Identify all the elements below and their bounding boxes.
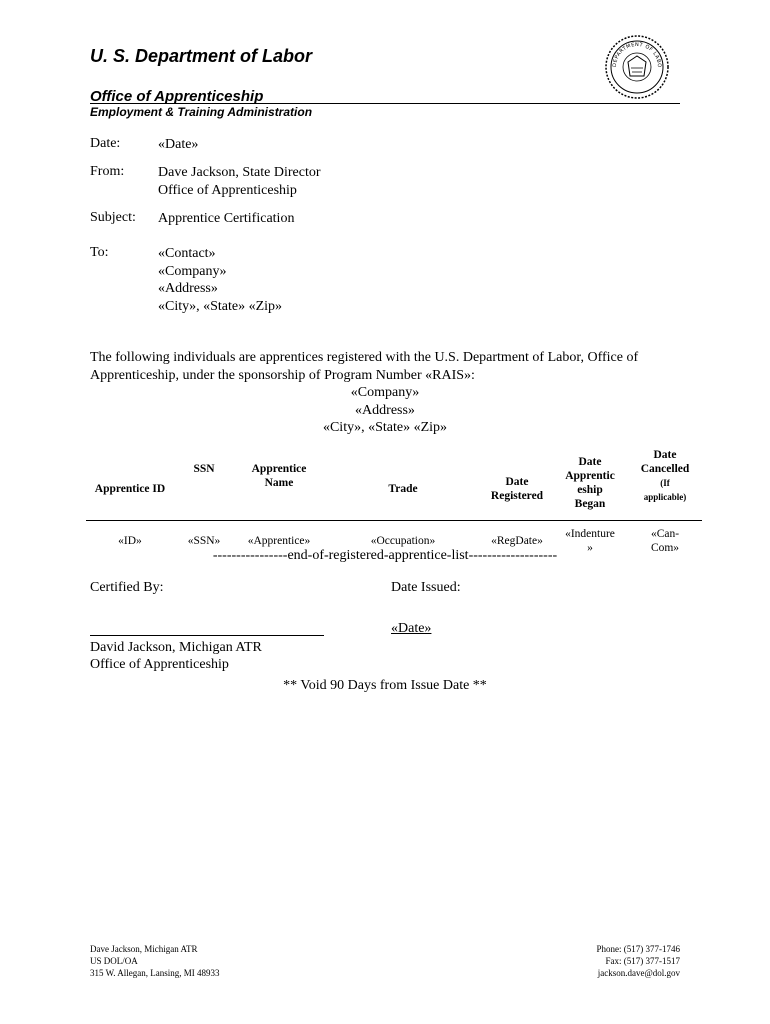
signer-name: David Jackson, Michigan ATR (90, 640, 262, 655)
col-ssn: SSN (174, 446, 234, 521)
col-cancelled-line2: Cancelled (640, 463, 690, 475)
col-began-line3: eship (577, 484, 603, 496)
col-began-line1: Date (578, 456, 602, 468)
signature-line (90, 635, 324, 636)
sponsor-block (90, 384, 680, 437)
cell-indenture-line2: » (587, 542, 593, 554)
apprentice-table (86, 446, 702, 555)
col-name-line2: Name (264, 477, 294, 489)
col-began-line2: Apprentic (565, 470, 615, 482)
col-cancelled-line3: (If (660, 478, 670, 488)
footer-address (90, 943, 220, 979)
footer-name: Dave Jackson, Michigan ATR (90, 944, 198, 954)
office-title-rule (90, 88, 680, 104)
col-apprentice-name (234, 446, 324, 521)
cell-regdate: «RegDate» (491, 535, 543, 547)
footer-org: US DOL/OA (90, 956, 138, 966)
cell-cancel-line2: Com» (650, 542, 680, 554)
signer-office: Office of Apprenticeship (90, 657, 229, 672)
signer-block (90, 639, 262, 673)
cell-occupation: «Occupation» (370, 535, 436, 547)
date-value: «Date» (158, 137, 199, 152)
office-title: Office of Apprenticeship (90, 88, 264, 105)
col-trade: Trade (324, 446, 482, 521)
void-notice: ** Void 90 Days from Issue Date ** (283, 678, 487, 693)
col-name-line1: Apprentice (251, 463, 307, 475)
col-began-line4: Began (574, 498, 606, 510)
svg-text:DEPARTMENT OF LABOR (604, 34, 662, 68)
col-registered-line1: Date (505, 476, 529, 488)
cell-ssn: «SSN» (187, 535, 221, 547)
end-of-list-marker: ----------------end-of-registered-apprentice-list------------------- (212, 548, 558, 563)
col-registered-line2: Registered (490, 490, 544, 502)
cell-cancel-line1: «Can- (650, 528, 680, 540)
subject-label: Subject: (90, 210, 136, 225)
footer-phone: Phone: (517) 377-1746 (596, 944, 680, 954)
col-apprentice-id: Apprentice ID (86, 446, 174, 521)
sponsor-city-state-zip: «City», «State» «Zip» (322, 420, 448, 435)
footer-contact (480, 943, 680, 979)
certified-by-label: Certified By: (90, 580, 164, 595)
to-city-state-zip: «City», «State» «Zip» (158, 298, 283, 314)
col-date-registered (482, 446, 552, 521)
col-date-cancelled (628, 446, 702, 521)
footer-email[interactable]: jackson.dave@dol.gov (597, 968, 680, 978)
cell-indenture-line1: «Indenture (565, 528, 615, 540)
to-address: «Address» (158, 281, 218, 296)
sponsor-company: «Company» (350, 385, 420, 400)
date-label: Date: (90, 136, 121, 151)
administration-subtitle: Employment & Training Administration (90, 105, 313, 119)
col-cancelled-line4: applicable) (643, 492, 687, 502)
to-company: «Company» (158, 263, 227, 279)
from-office: Office of Apprenticeship (158, 182, 297, 198)
dol-seal-icon (604, 34, 670, 100)
from-value (158, 164, 321, 199)
col-date-began (552, 446, 628, 521)
col-cancelled-line1: Date (653, 449, 677, 461)
from-label: From: (90, 164, 125, 179)
seal-text: DEPARTMENT OF LABO (611, 41, 663, 68)
to-label: To: (90, 245, 109, 260)
footer-fax: Fax: (517) 377-1517 (605, 956, 680, 966)
cell-id: «ID» (118, 535, 142, 547)
table-header-row (86, 446, 702, 521)
date-issued-label: Date Issued: (391, 580, 461, 595)
to-address-block (158, 245, 282, 315)
date-issued-value: «Date» (391, 621, 432, 636)
cell-apprentice: «Apprentice» (247, 535, 311, 547)
department-title: U. S. Department of Labor (90, 46, 313, 66)
to-contact: «Contact» (158, 246, 216, 261)
sponsor-address: «Address» (355, 402, 415, 418)
from-name: Dave Jackson, State Director (158, 165, 321, 180)
footer-street: 315 W. Allegan, Lansing, MI 48933 (90, 968, 220, 978)
intro-paragraph: The following individuals are apprentices registered with the U.S. Department of Labor, Office of Apprenticeship, under the sponsorship of Program Number «RAIS»: (90, 350, 639, 383)
subject-value: Apprentice Certification (158, 211, 295, 226)
